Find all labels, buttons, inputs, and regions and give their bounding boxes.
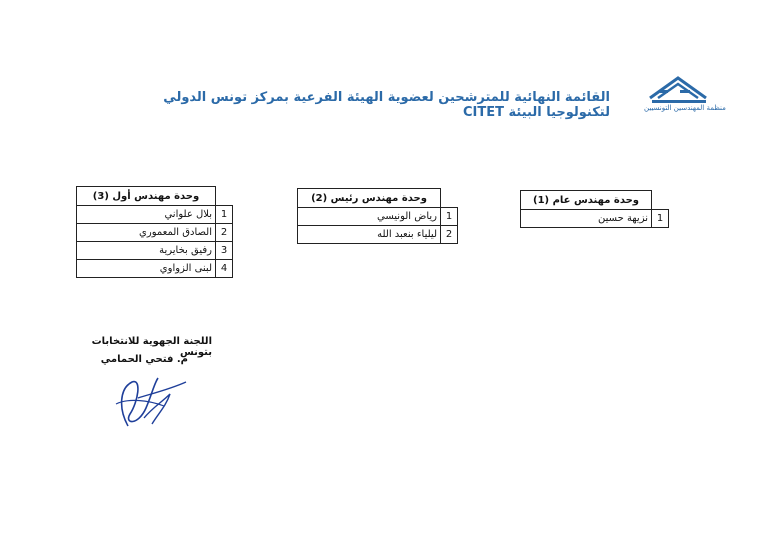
candidate-number: 2 — [441, 226, 458, 244]
table-row — [521, 210, 669, 228]
signature-icon — [108, 368, 188, 430]
unit-table-general-engineer — [520, 190, 669, 228]
table-row — [77, 242, 233, 260]
committee-name: اللجنة الجهوية للانتخابات بتونس — [91, 336, 212, 358]
table-row — [77, 206, 233, 224]
candidate-number: 4 — [216, 260, 233, 278]
candidate-name: نزيهة حسين — [521, 210, 652, 228]
candidate-number: 2 — [216, 224, 233, 242]
president-name: م. فتحي الحمامي — [100, 354, 188, 365]
candidate-number: 1 — [441, 208, 458, 226]
candidate-number: 1 — [652, 210, 669, 228]
candidate-name: بلال علواني — [77, 206, 216, 224]
organization-logo — [640, 76, 718, 120]
candidate-name: رفيق بخايرية — [77, 242, 216, 260]
unit-header: وحدة مهندس رئيس (2) — [298, 189, 441, 208]
candidate-name: رياض الونيسي — [298, 208, 441, 226]
table-row — [77, 224, 233, 242]
unit-header: وحدة مهندس عام (1) — [521, 191, 652, 210]
unit-table-senior-engineer — [76, 186, 233, 278]
candidate-number: 3 — [216, 242, 233, 260]
table-row — [298, 226, 458, 244]
unit-table-chief-engineer — [297, 188, 458, 244]
candidate-name: ليلياء بنعبد الله — [298, 226, 441, 244]
table-row — [77, 260, 233, 278]
page-title: القائمة النهائية للمترشحين لعضوية الهيئة الفرعية بمركز تونس الدولي لتكنولوجيا البيئة CITET — [163, 90, 610, 120]
candidate-name: الصادق المعموري — [77, 224, 216, 242]
candidate-number: 1 — [216, 206, 233, 224]
logo-caption: منظمة المهندسين التونسيين — [644, 104, 726, 112]
table-row — [298, 208, 458, 226]
unit-header: وحدة مهندس أول (3) — [77, 187, 216, 206]
candidate-name: لبنى الزواوي — [77, 260, 216, 278]
